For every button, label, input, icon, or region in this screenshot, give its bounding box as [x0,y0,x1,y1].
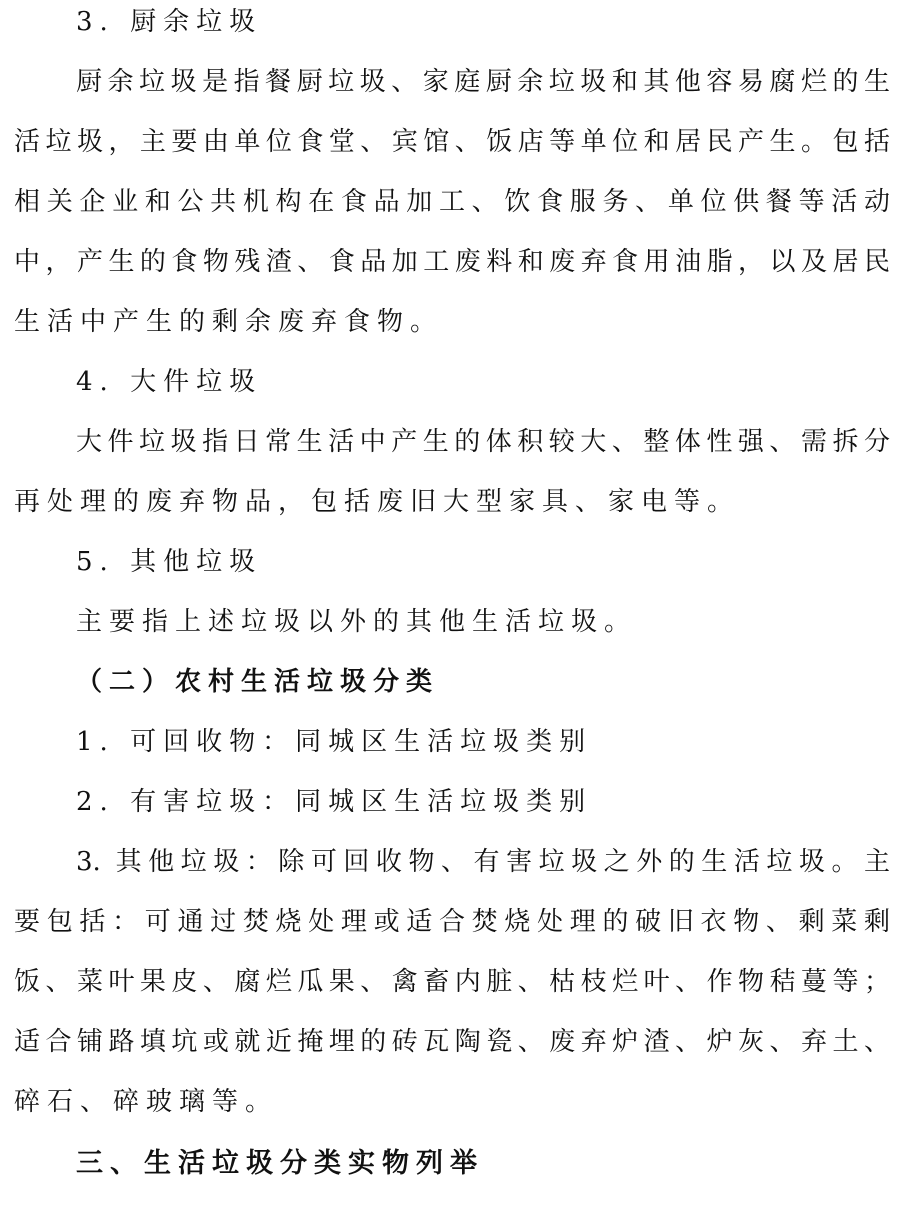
paragraph-line: 碎石、碎玻璃等。 [14,1087,279,1117]
paragraph-line: 生活中产生的剩余废弃食物。 [14,307,444,337]
list-item: 2. 有害垃圾：同城区生活垃圾类别 [76,787,593,817]
subheading-other-waste: 5. 其他垃圾 [76,547,263,577]
paragraph-line: 饭、菜叶果皮、腐烂瓜果、禽畜内脏、枯枝烂叶、作物秸蔓等； [14,967,890,997]
list-item: 1. 可回收物：同城区生活垃圾类别 [76,727,593,757]
subheading-bulky-waste: 4. 大件垃圾 [76,367,263,397]
paragraph-line: 厨余垃圾是指餐厨垃圾、家庭厨余垃圾和其他容易腐烂的生 [76,67,890,97]
paragraph-line: 要包括：可通过焚烧处理或适合焚烧处理的破旧衣物、剩菜剩 [14,907,890,937]
paragraph-line: 相关企业和公共机构在食品加工、饮食服务、单位供餐等活动 [14,187,890,217]
paragraph-line: 活垃圾，主要由单位食堂、宾馆、饭店等单位和居民产生。包括 [14,127,890,157]
paragraph-line: 适合铺路填坑或就近掩埋的砖瓦陶瓷、废弃炉渣、炉灰、弃土、 [14,1027,890,1057]
paragraph-line: 主要指上述垃圾以外的其他生活垃圾。 [76,607,638,637]
list-item: 3. 其他垃圾：除可回收物、有害垃圾之外的生活垃圾。主 [76,847,890,877]
paragraph-line: 大件垃圾指日常生活中产生的体积较大、整体性强、需拆分 [76,427,890,457]
section-heading-rural: （二）农村生活垃圾分类 [76,667,440,697]
paragraph-line: 再处理的废弃物品，包括废旧大型家具、家电等。 [14,487,741,517]
paragraph-line: 中，产生的食物残渣、食品加工废料和废弃食用油脂，以及居民 [14,247,890,277]
chapter-heading: 三、生活垃圾分类实物列举 [76,1148,484,1179]
subheading-kitchen-waste: 3. 厨余垃圾 [76,7,263,37]
